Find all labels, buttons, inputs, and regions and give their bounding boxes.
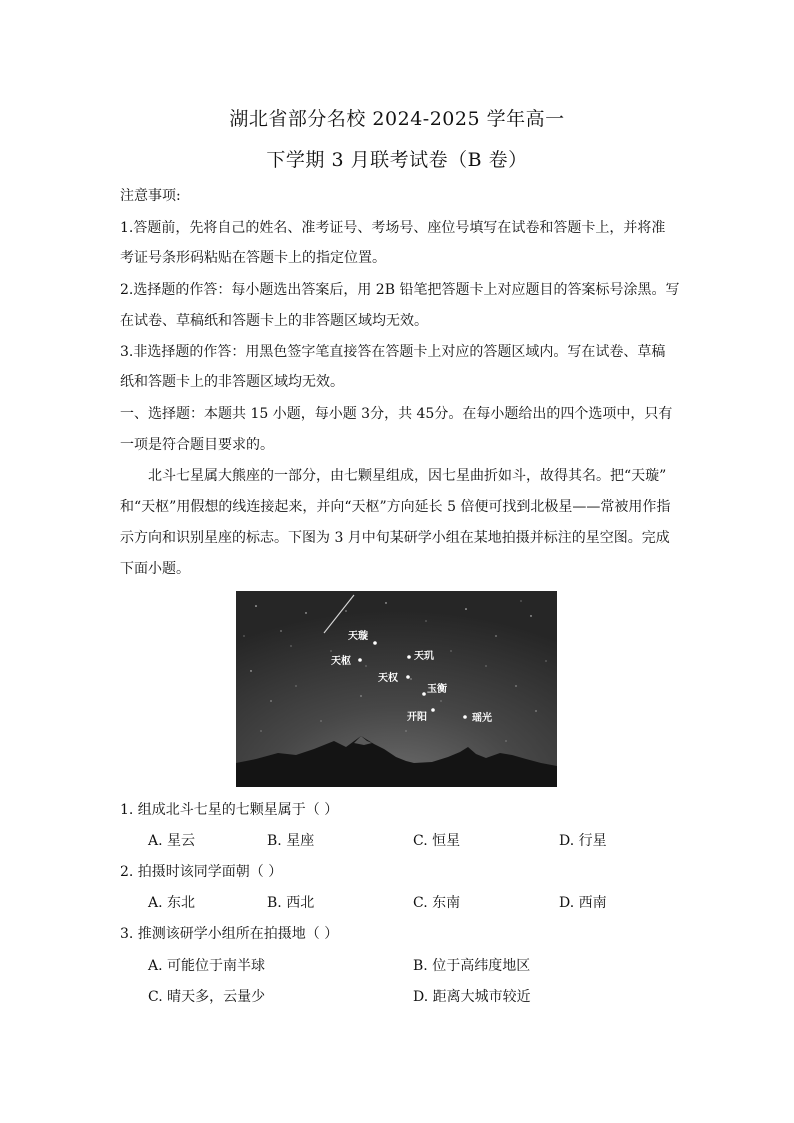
- big-dipper-star-photo: [236, 591, 557, 787]
- note-1-line-2: 考证号条形码粘贴在答题卡上的指定位置。: [120, 250, 386, 266]
- section-heading-line-1: 一、选择题：本题共 15 小题，每小题 3分，共 45分。在每小题给出的四个选项中，只有: [120, 406, 673, 422]
- note-2-line-1: 2.选择题的作答：每小题选出答案后，用 2B 铅笔把答题卡上对应题目的答案标号涂黑。写: [120, 282, 680, 298]
- star-label-yaoguang: 瑶光: [472, 713, 492, 724]
- question-2-stem: 2. 拍摄时该同学面朝（ ）: [120, 864, 283, 880]
- question-3-option-b[interactable]: B. 位于高纬度地区: [413, 958, 531, 974]
- question-1-option-a[interactable]: A. 星云: [148, 833, 196, 849]
- star-label-tianshu: 天枢: [331, 656, 351, 667]
- question-2-option-a[interactable]: A. 东北: [148, 895, 196, 911]
- question-1-option-b[interactable]: B. 星座: [267, 833, 315, 849]
- star-label-kaiyang: 开阳: [407, 712, 427, 723]
- passage-line-4: 下面小题。: [120, 561, 190, 577]
- question-3-option-a[interactable]: A. 可能位于南半球: [148, 958, 266, 974]
- star-label-tianxuan: 天璇: [348, 631, 368, 642]
- question-1-stem: 1. 组成北斗七星的七颗星属于（ ）: [120, 802, 339, 818]
- note-3-line-1: 3.非选择题的作答：用黑色签字笔直接答在答题卡上对应的答题区域内。写在试卷、草稿: [120, 344, 666, 360]
- note-1-line-1: 1.答题前，先将自己的姓名、准考证号、考场号、座位号填写在试卷和答题卡上，并将准: [120, 220, 666, 236]
- question-2-option-c[interactable]: C. 东南: [413, 895, 461, 911]
- note-2-line-2: 在试卷、草稿纸和答题卡上的非答题区域均无效。: [120, 313, 428, 329]
- question-1-option-d[interactable]: D. 行星: [559, 833, 607, 849]
- question-1-option-c[interactable]: C. 恒星: [413, 833, 461, 849]
- question-2-option-b[interactable]: B. 西北: [267, 895, 315, 911]
- star-label-tianquan: 天权: [378, 673, 398, 684]
- note-3-line-2: 纸和答题卡上的非答题区域均无效。: [120, 374, 344, 390]
- question-2-option-d[interactable]: D. 西南: [559, 895, 607, 911]
- notes-heading: 注意事项:: [120, 188, 181, 204]
- question-3-stem: 3. 推测该研学小组所在拍摄地（ ）: [120, 926, 339, 942]
- question-3-option-d[interactable]: D. 距离大城市较近: [413, 989, 531, 1005]
- passage-line-2: 和“天枢”用假想的线连接起来，并向“天枢”方向延长 5 倍便可找到北极星——常被用作指: [120, 499, 671, 515]
- star-label-tianji: 天玑: [414, 651, 434, 662]
- question-3-option-c[interactable]: C. 晴天多，云量少: [148, 989, 266, 1005]
- passage-line-3: 示方向和识别星座的标志。下图为 3 月中旬某研学小组在某地拍摄并标注的星空图。完成: [120, 530, 670, 546]
- star-label-yuheng: 玉衡: [427, 684, 447, 695]
- page-title-line2: 下学期 3 月联考试卷（B 卷）: [266, 149, 528, 171]
- page-title-line1: 湖北省部分名校 2024-2025 学年高一: [229, 108, 565, 130]
- passage-line-1: 北斗七星属大熊座的一部分，由七颗星组成，因七星曲折如斗，故得其名。把“天璇”: [148, 468, 667, 484]
- section-heading-line-2: 一项是符合题目要求的。: [120, 437, 274, 453]
